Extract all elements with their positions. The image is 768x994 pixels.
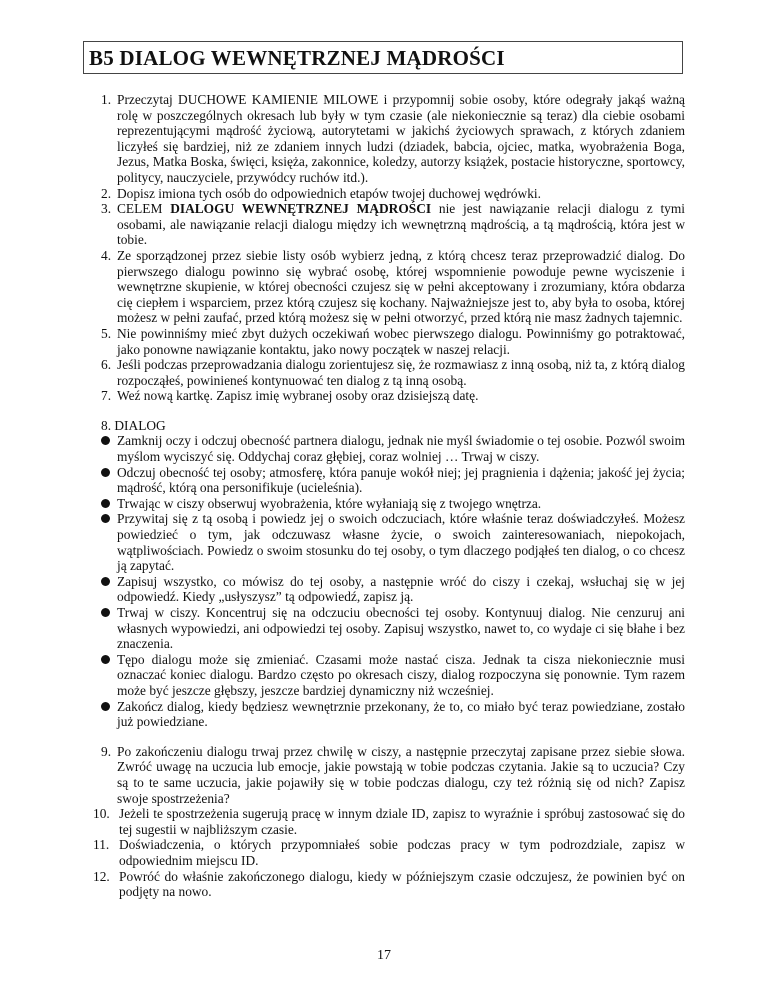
- item-text: Dopisz imiona tych osób do odpowiednich etapów twojej duchowej wędrówki.: [117, 185, 541, 201]
- item-text-bold: DIALOGU WEWNĘTRZNEJ MĄDROŚCI: [170, 201, 432, 217]
- item-number: 10.: [93, 806, 110, 822]
- bullet-item: [101, 574, 685, 605]
- dialog-heading: 8. DIALOG: [101, 417, 166, 433]
- list-item-7: [101, 388, 685, 404]
- bullet-dot-icon: [101, 514, 110, 523]
- bullet-text: Zakończ dialog, kiedy będziesz wewnętrznie przekonany, że to, co miało być teraz powiedziane, zostało już powiedziane.: [117, 698, 685, 730]
- bullet-item: [101, 496, 685, 512]
- numbered-list-part3: [93, 743, 685, 900]
- item-text: Ze sporządzonej przez siebie listy osób wybierz jedną, z którą chcesz teraz przeprowadzić dialog. Do pierwszego dialogu powinno się wybrać osobę, której wspomnienie powoduje pewne wyciszenie i wewnętrzne skupienie, w której obecności czujesz się w pełni akceptowany i zrozumiany, która obdarza cię ciepłem i wsparciem, przez którą czujesz się kochany. Najważniejsze jest to, aby była to osoba, której możesz w pełni zaufać, przed którą możesz się w pełni otworzyć, przed którą nie masz żadnych tajemnic.: [117, 247, 685, 326]
- bullet-text: Zapisuj wszystko, co mówisz do tej osoby, a następnie wróć do ciszy i czekaj, wsłuchaj się w jej odpowiedź. Kiedy „usłyszysz” tą odpowiedź, zapisz ją.: [117, 573, 685, 605]
- bullet-text: Przywitaj się z tą osobą i powiedz jej o swoich odczuciach, które właśnie teraz doświadczyłeś. Możesz powiedzieć o tym, jak odczuwasz własne życie, o swoich zainteresowaniach, niepokojach, wątpliwościach. Powiedz o swoim stosunku do tej osoby, o tym dlaczego podjąłeś ten dialog, o co chcesz ją zapytać.: [117, 511, 685, 574]
- bullet-text: Odczuj obecność tej osoby; atmosferę, która panuje wokół niej; jej pragnienia i dążenia; jakość jej życia; mądrość, którą ona personifikuje (ucieleśnia).: [117, 464, 685, 496]
- bullet-item: [101, 605, 685, 652]
- bullet-text: Zamknij oczy i odczuj obecność partnera dialogu, jednak nie myśl świadomie o tej osobie. Pozwól swoim myślom wyciszyć się. Oddychaj coraz głębiej, coraz wolniej … Trwaj w ciszy.: [117, 433, 685, 465]
- item-number: 1.: [101, 92, 112, 107]
- bullet-item: [101, 511, 685, 573]
- item-number: 12.: [93, 868, 110, 884]
- item-text-after: nie jest nawiązanie relacji dialogu z tymi osobami, ale nawiązanie relacji dialogu między ich wewnętrzną mądrością, a tą mądrością, która jest w tobie.: [117, 201, 685, 248]
- item-text: Weź nową kartkę. Zapisz imię wybranej osoby oraz dzisiejszą datę.: [117, 388, 479, 404]
- item-number: 9.: [101, 743, 112, 759]
- list-item-6: [101, 357, 685, 388]
- item-number: 6.: [101, 357, 112, 373]
- list-item-10: [93, 806, 685, 837]
- bullet-dot-icon: [101, 577, 110, 586]
- list-item-1: [101, 92, 685, 186]
- item-text: Jeśli podczas przeprowadzania dialogu zorientujesz się, że rozmawiasz z inną osobą, niż ta, z którą dialog rozpocząłeś, powinieneś kontynuować ten dialog z tą inną osobą.: [117, 357, 685, 388]
- bullet-text: Tępo dialogu może się zmieniać. Czasami może nastać cisza. Jednak ta cisza niekoniecznie musi oznaczać koniec dialogu. Bardzo często po okresach ciszy, dialog rozpoczyna się ponownie. Tym razem może być jeszcze głębszy, jeszcze bardziej dynamiczny niż wcześniej.: [117, 651, 685, 698]
- item-text: Powróć do właśnie zakończonego dialogu, kiedy w późniejszym czasie odczujesz, że powinien być on podjęty na nowo.: [119, 868, 685, 900]
- list-item-5: [101, 326, 685, 357]
- item-text-before: CELEM: [117, 201, 171, 217]
- item-number: 7.: [101, 388, 112, 404]
- dialog-bullet-list: [101, 433, 685, 729]
- bullet-item: [101, 433, 685, 464]
- bullet-dot-icon: [101, 655, 110, 664]
- item-text: Po zakończeniu dialogu trwaj przez chwilę w ciszy, a następnie przeczytaj zapisane przez siebie słowa. Zwróć uwagę na uczucia lub emocje, jakie powstają w tobie podczas czytania. Jakie są to uczucia? Czy są to te same uczucia, jakie pojawiły się w tobie podczas dialogu, czy też różnią się od nich? Zapisz swoje spostrzeżenia?: [117, 743, 685, 806]
- item-number: 2.: [101, 185, 112, 201]
- list-item-3: [101, 201, 685, 248]
- bullet-item: [101, 652, 685, 699]
- bullet-text: Trwając w ciszy obserwuj wyobrażenia, które wyłaniają się z twojego wnętrza.: [117, 495, 542, 511]
- page-title: B5 DIALOG WEWNĘTRZNEJ MĄDROŚCI: [83, 41, 683, 74]
- bullet-dot-icon: [101, 436, 110, 445]
- bullet-text: Trwaj w ciszy. Koncentruj się na odczuciu obecności tej osoby. Kontynuuj dialog. Nie cenzuruj ani własnych wypowiedzi, ani odpowiedzi tej osoby. Zapisuj wszystko, nawet to, co wydaje ci się błahe i bez znaczenia.: [117, 605, 685, 652]
- numbered-list-part1: [101, 92, 685, 404]
- list-item-12: [93, 868, 685, 900]
- item-text: Nie powinniśmy mieć zbyt dużych oczekiwań wobec pierwszego dialogu. Powinniśmy go potraktować, jako ponowne nawiązanie kontaktu, jako nowy początek w naszej relacji.: [117, 325, 685, 357]
- item-number: 5.: [101, 325, 112, 341]
- document-body: [93, 92, 685, 900]
- bullet-dot-icon: [101, 468, 110, 477]
- bullet-item: [101, 699, 685, 730]
- item-number: 4.: [101, 247, 112, 263]
- item-text: Doświadczenia, o których przypomniałeś sobie podczas pracy w tym podrozdziale, zapisz w odpowiednim miejscu ID.: [119, 837, 685, 868]
- bullet-dot-icon: [101, 499, 110, 508]
- bullet-dot-icon: [101, 702, 110, 711]
- list-item-2: [101, 186, 685, 202]
- item-number: 3.: [101, 201, 112, 217]
- list-item-4: [101, 248, 685, 326]
- list-item-9: [101, 744, 685, 806]
- bullet-item: [101, 465, 685, 496]
- bullet-dot-icon: [101, 608, 110, 617]
- item-text: Przeczytaj DUCHOWE KAMIENIE MILOWE i przypomnij sobie osoby, które odegrały jakąś ważną rolę w poszczególnych okresach lub były w tym czasie (ale niekoniecznie są teraz) dla ciebie osobami reprezentującymi mądrość życiową, autorytetami w jakichś życiowych sprawach, z których zdaniem liczyłeś się bardziej, niż ze zdaniem innych ludzi (dziadek, babcia, ojciec, matka, wyobrażenia Boga, Jezus, Matka Boska, święci, księża, zakonnice, koledzy, autorzy książek, postacie historyczne, sportowcy, politycy, nauczyciele, przywódcy ruchów itd.).: [117, 92, 685, 185]
- item-text: Jeżeli te spostrzeżenia sugerują pracę w innym dziale ID, zapisz to wyraźnie i spróbuj zastosować się do tej sugestii w najbliższym czasie.: [119, 806, 685, 837]
- list-item-11: [93, 837, 685, 868]
- page-number: 17: [377, 948, 391, 963]
- item-number: 11.: [93, 837, 110, 853]
